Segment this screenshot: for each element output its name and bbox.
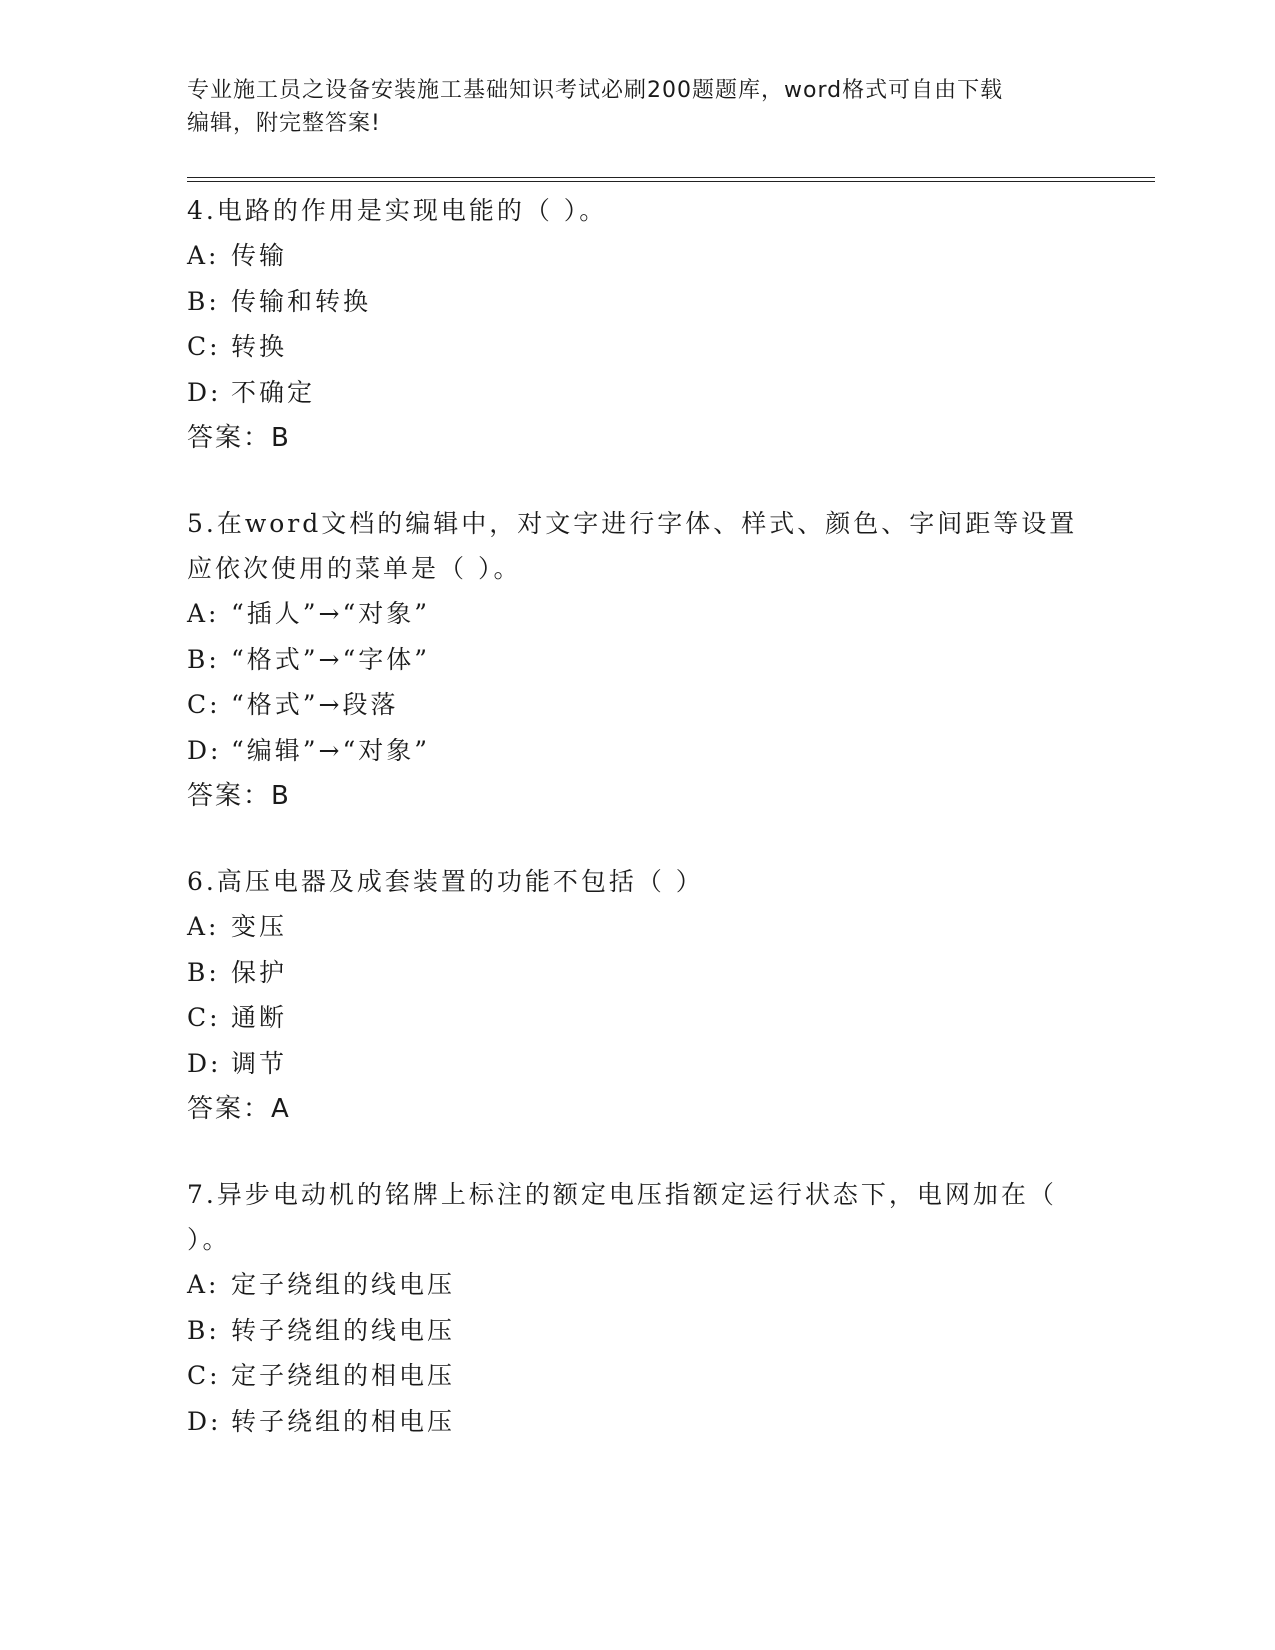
option-letter: C: — [187, 1003, 221, 1032]
answer-text: 答案：A — [187, 1094, 291, 1124]
option-d — [187, 728, 1087, 774]
option-letter: D: — [187, 377, 222, 407]
option-d — [187, 370, 1087, 416]
answer-text: 答案：B — [187, 781, 291, 811]
header-divider — [187, 177, 1155, 178]
option-text: “格式”→“字体” — [231, 644, 431, 674]
question-text: 4.电路的作用是实现电能的（ ）。 — [187, 196, 608, 225]
option-letter: A: — [187, 599, 220, 628]
option-letter: D: — [187, 1048, 222, 1078]
option-a — [187, 591, 1087, 637]
header-divider-second — [187, 181, 1155, 182]
option-letter: C: — [187, 332, 221, 361]
option-c — [187, 995, 1087, 1041]
question-text: 7.异步电动机的铭牌上标注的额定电压指额定运行状态下，电网加在（ ）。 — [187, 1180, 1057, 1254]
option-a — [187, 233, 1087, 279]
question-4 — [187, 188, 1087, 461]
option-text: 调节 — [231, 1048, 288, 1078]
question-6 — [187, 859, 1087, 1132]
option-text: “格式”→段落 — [231, 690, 399, 719]
option-text: 定子绕组的相电压 — [231, 1361, 456, 1390]
option-letter: C: — [187, 1361, 221, 1390]
option-text: 转子绕组的相电压 — [231, 1406, 456, 1436]
option-d — [187, 1041, 1087, 1087]
header-title-line-2: 编辑，附完整答案! — [187, 111, 381, 136]
option-letter: D: — [187, 735, 222, 765]
option-letter: A: — [187, 912, 220, 941]
option-text: 转换 — [231, 332, 288, 361]
question-text: 6.高压电器及成套装置的功能不包括（ ） — [187, 867, 704, 896]
option-letter: B: — [187, 957, 220, 987]
option-text: 不确定 — [231, 377, 316, 407]
option-letter: B: — [187, 644, 220, 674]
option-letter: B: — [187, 286, 220, 316]
option-c — [187, 682, 1087, 728]
question-text: 5.在word文档的编辑中，对文字进行字体、样式、颜色、字间距等设置应依次使用的菜单是（ ）。 — [187, 509, 1078, 583]
option-b — [187, 279, 1087, 325]
option-b — [187, 637, 1087, 683]
option-letter: D: — [187, 1406, 222, 1436]
option-text: 转子绕组的线电压 — [231, 1315, 456, 1345]
option-d — [187, 1399, 1087, 1445]
question-7 — [187, 1172, 1087, 1444]
option-letter: B: — [187, 1315, 220, 1345]
option-text: “编辑”→“对象” — [231, 735, 431, 765]
option-text: 传输 — [231, 241, 288, 270]
option-c — [187, 324, 1087, 370]
option-text: 通断 — [231, 1003, 288, 1032]
option-text: “插人”→“对象” — [231, 599, 431, 628]
option-a — [187, 904, 1087, 950]
option-text: 变压 — [231, 912, 288, 941]
option-text: 保护 — [231, 957, 288, 987]
option-letter: A: — [187, 241, 220, 270]
option-a — [187, 1262, 1087, 1308]
question-5 — [187, 501, 1087, 819]
answer-text: 答案：B — [187, 423, 291, 453]
document-header — [187, 74, 1067, 140]
question-list — [187, 188, 1087, 1484]
header-title-line-1: 专业施工员之设备安装施工基础知识考试必刷200题题库，word格式可自由下载 — [187, 78, 1004, 103]
option-b — [187, 950, 1087, 996]
option-text: 传输和转换 — [231, 286, 372, 316]
option-c — [187, 1353, 1087, 1399]
option-letter: C: — [187, 690, 221, 719]
option-letter: A: — [187, 1270, 220, 1299]
option-b — [187, 1308, 1087, 1354]
option-text: 定子绕组的线电压 — [231, 1270, 456, 1299]
